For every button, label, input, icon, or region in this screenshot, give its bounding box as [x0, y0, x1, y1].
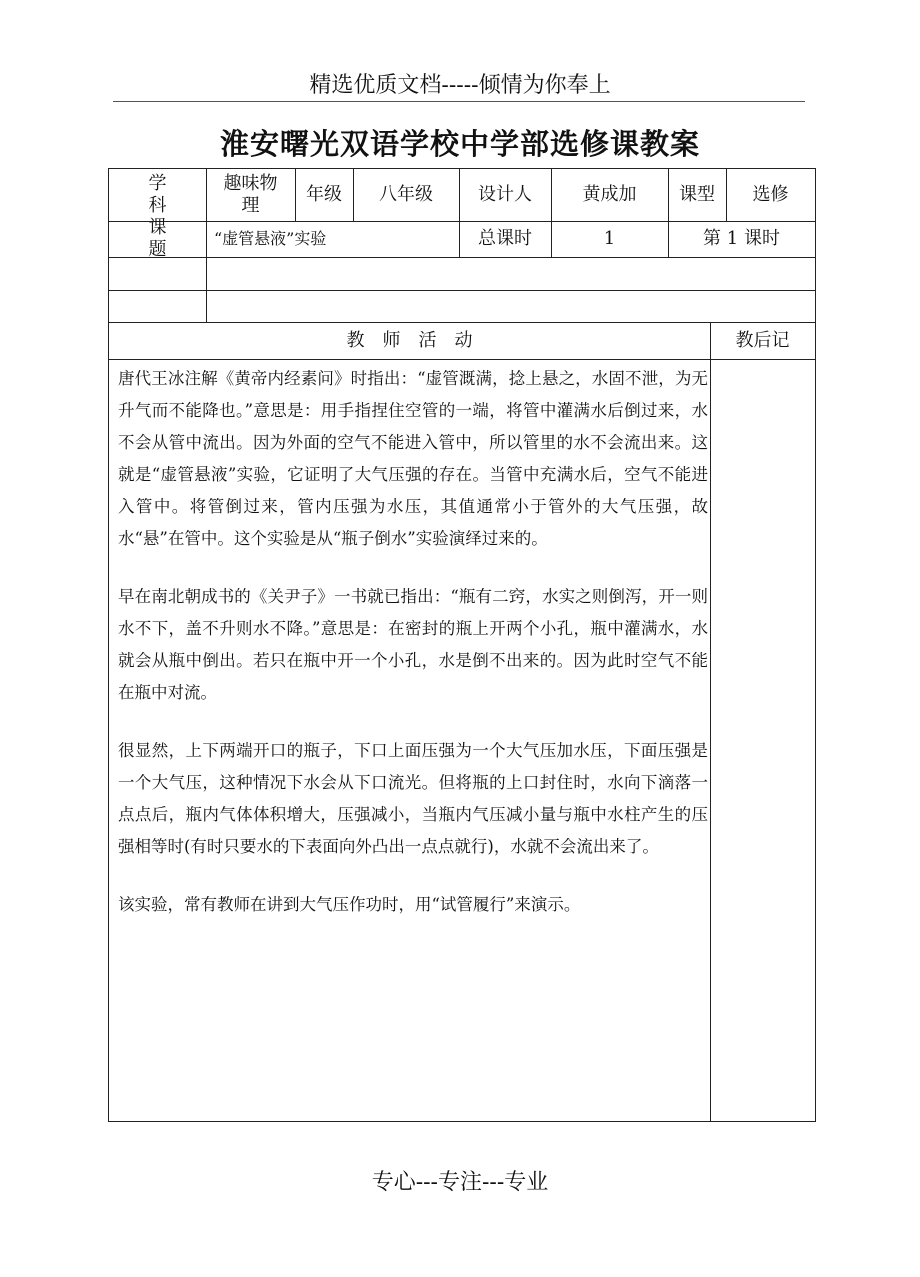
paragraph: 该实验，常有教师在讲到大气压作功时，用“试管履行”来演示。: [118, 895, 581, 914]
subject-label: 学 科: [148, 173, 221, 216]
type-label: 课型: [679, 184, 715, 205]
subject-value: 趣味物理: [223, 173, 278, 216]
total-hours-label: 总课时: [478, 228, 532, 249]
total-hours-value: 1: [603, 228, 616, 249]
topic-label: 课 题: [148, 217, 221, 260]
teacher-activity-header: 教 师 活 动: [346, 329, 473, 351]
row-divider: [109, 290, 815, 291]
topic-value: “虚管悬液”实验: [214, 229, 327, 248]
document-title: 淮安曙光双语学校中学部选修课教案: [219, 127, 700, 161]
lesson-number: 第 1 课时: [703, 228, 780, 249]
grade-value: 八年级: [379, 184, 433, 205]
lesson-plan-table: [108, 168, 816, 1122]
paragraph: 很显然，上下两端开口的瓶子，下口上面压强为一个大气压加水压，下面压强是一个大气压，这种情况下水会从下口流光。但将瓶的上口封住时，水向下滴落一点点后，瓶内气体体积增大，压强减小，当瓶内气压减小量与瓶中水柱产生的压强相等时(有时只要水的下表面向外凸出一点点就行)，水就不会流出来了。: [118, 741, 708, 856]
page-header: 精选优质文档-----倾情为你奉上: [309, 73, 611, 98]
designer-value: 黄成加: [582, 184, 637, 205]
lesson-body: [118, 363, 708, 947]
designer-label: 设计人: [478, 184, 532, 205]
paragraph: 早在南北朝成书的《关尹子》一书就已指出：“瓶有二窍，水实之则倒泻，开一则水不下，盖不升则水不降。”意思是：在密封的瓶上开两个小孔，瓶中灌满水，水就会从瓶中倒出。若只在瓶中开一个小孔，水是倒不出来的。因为此时空气不能在瓶中对流。: [118, 587, 708, 702]
grade-label: 年级: [306, 184, 342, 205]
post-notes-header: 教后记: [735, 329, 790, 351]
header-rule: [113, 101, 805, 102]
col-divider: [710, 322, 711, 1122]
type-value: 选修: [752, 184, 789, 205]
paragraph: 唐代王冰注解《黄帝内经素问》时指出：“虚管溉满，捻上悬之，水固不泄，为无升气而不能降也。”意思是：用手指捏住空管的一端，将管中灌满水后倒过来，水不会从管中流出。因为外面的空气不能进入管中，所以管里的水不会流出来。这就是“虚管悬液”实验，它证明了大气压强的存在。当管中充满水后，空气不能进入管中。将管倒过来，管内压强为水压，其值通常小于管外的大气压强，故水“悬”在管中。这个实验是从“瓶子倒水”实验演绎过来的。: [118, 369, 708, 548]
page-footer: 专心---专注---专业: [371, 1170, 549, 1195]
row-divider: [109, 257, 815, 258]
